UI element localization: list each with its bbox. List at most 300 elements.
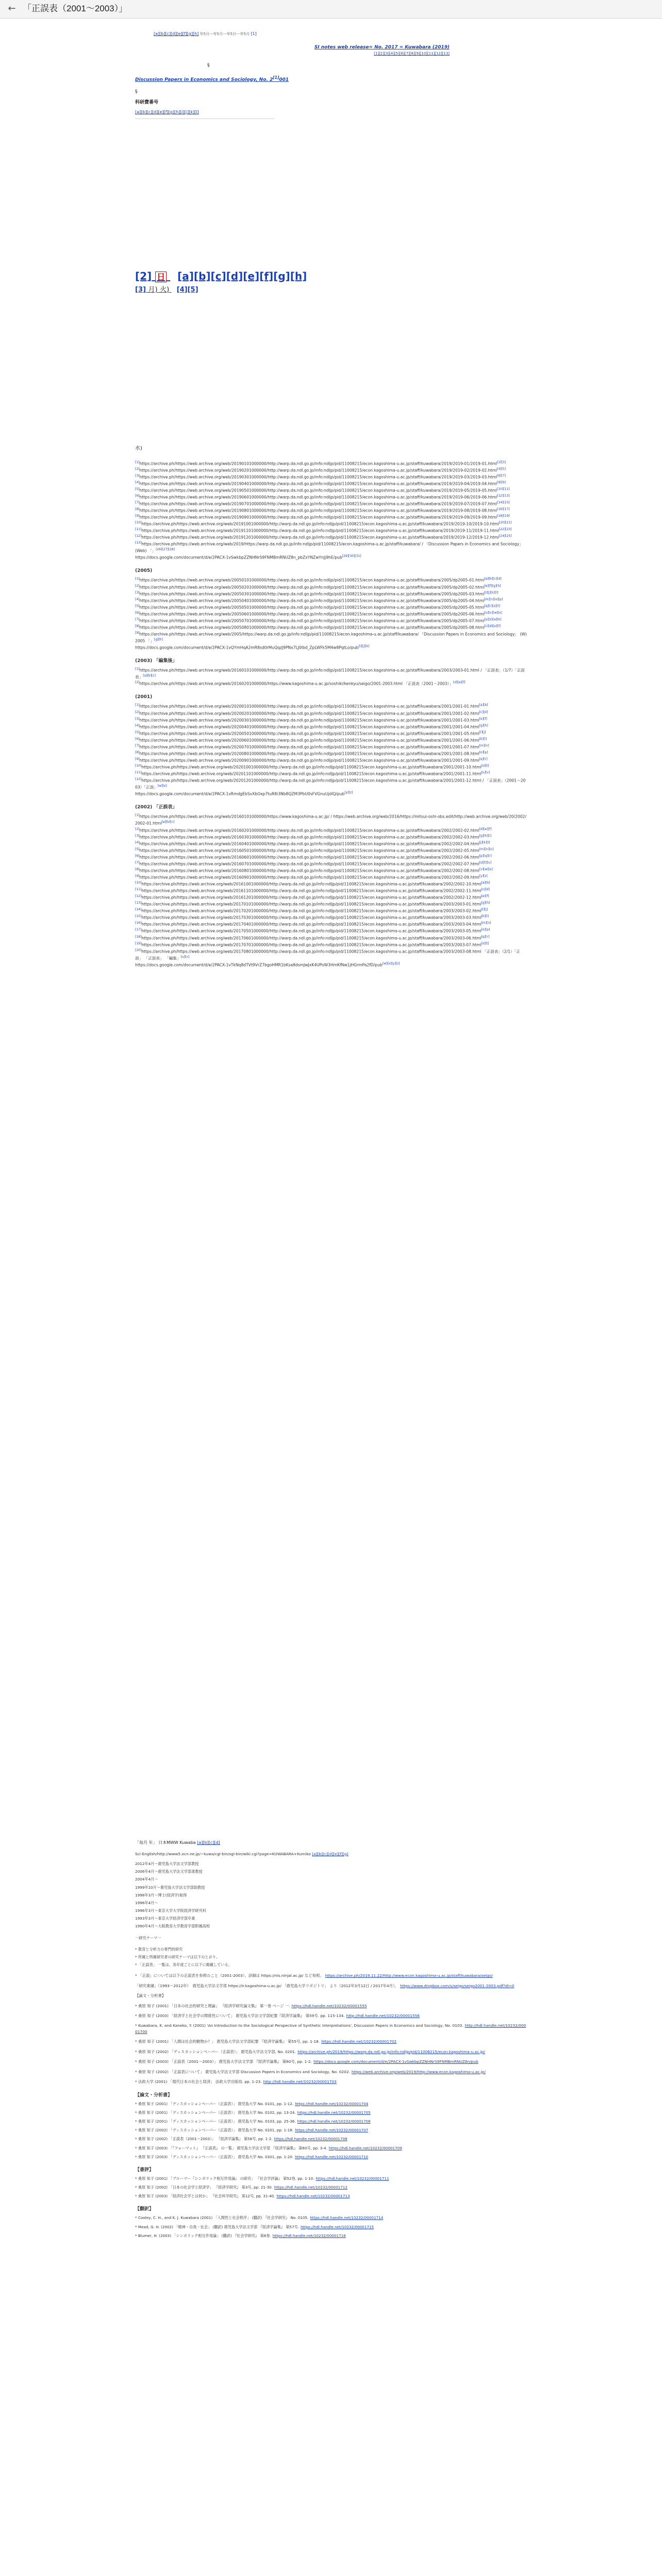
entry-row — [135, 948, 527, 961]
entry-tail-links[interactable]: [a][b][c][d] — [484, 577, 502, 581]
entry-tail-links[interactable]: [10][11] — [496, 487, 510, 491]
reference-link[interactable]: https://hdl.handle.net/10232/00001705 — [297, 2110, 371, 2115]
entry-url: https://archive.ph/https://web.archive.org/web/20191001000000/http://warp.da.ndl.go.jp/info:ndljp/pid/11008215/econ.kagoshima-u.ac.jp/staff/kuwabara/2019/2019-10/2019-10.html — [141, 521, 499, 527]
entry-row — [135, 584, 527, 590]
entry-number[interactable]: [19] — [135, 941, 142, 945]
entry-row — [135, 703, 527, 709]
entry-number[interactable]: [7] — [135, 617, 140, 621]
entry-tail-links[interactable]: [29][30][31] — [342, 554, 361, 558]
entry-tail-links[interactable]: [q][r] — [479, 757, 488, 761]
reference-link[interactable]: https://web.archive.org/web/2019/http://www.econ.kagoshima-u.ac.jp/ — [351, 2069, 486, 2074]
entry-number[interactable]: [5] — [135, 730, 140, 734]
reference-text: 【論文・分析書】 — [135, 1993, 166, 1998]
reference-link[interactable]: https://docs.google.com/document/d/e/2PACX-1vSwkbpZZNHNrS9FNMBmRNUZ8n/pub — [313, 2059, 478, 2064]
subhead-3: 【翻訳】 — [135, 2207, 154, 2212]
entry-number[interactable]: [2] — [135, 467, 140, 471]
reference-text: 「研究業績」（1993〜2012年） 鹿児島大学法文学部 https://ir.kagoshima-u.ac.jp/ 「鹿児島大学リポジトリ」 より（2012年3月12日 / 2017年4月）。 — [135, 1983, 399, 1988]
entries-list-c — [135, 667, 527, 687]
entry-tail-links[interactable]: [2][3] — [496, 460, 506, 464]
entry-url: https://archive.ph/https://web.archive.org/web/2005/https://warp.da.ndl.go.jp/info:ndljp/pid/11008215/econ.kagoshima-u.ac.jp/staff/kuwabara/ 「Discussion Papers in Economics and Sociology」 (W) 2005 「」 — [135, 632, 527, 643]
subhead-2: 【書評】 — [135, 2167, 154, 2173]
reference-link[interactable]: https://hdl.handle.net/10232/00001555 — [291, 2003, 367, 2008]
entry-url: https://archive.ph/https://web.archive.org/web/20190701000000/http://warp.da.ndl.go.jp/info:ndljp/pid/11008215/econ.kagoshima-u.ac.jp/staff/kuwabara/2019/2019-07/2019-07.html — [139, 501, 497, 506]
entry-tail-links[interactable]: [18][19] — [496, 514, 510, 518]
entry-url: https://archive.ph/https://web.archive.org/web/20160701000000/http://warp.da.ndl.go.jp/info:ndljp/pid/11008215/econ.kagoshima-u.ac.jp/staff/kuwabara/2002/2002-07.html — [139, 861, 479, 867]
bullet-item: * 所属と所属研究者の研究テーマは以下のとおり。 — [135, 1954, 220, 1959]
entry-tail-links[interactable]: [p][q][r] — [479, 854, 492, 858]
entry-tail-links[interactable]: [u][v] — [180, 955, 190, 959]
reference-link[interactable]: http://hdl.handle.net/10232/00001703 — [263, 2079, 337, 2084]
entry-number[interactable]: [1] — [135, 814, 140, 818]
entry-number[interactable]: [16] — [135, 921, 142, 925]
entry-tail-links[interactable]: [s][t] — [481, 941, 489, 945]
entry-url: https://archive.ph/https://web.archive.org/web/20050701000000/http://warp.da.ndl.go.jp/info:ndljp/pid/11008215/econ.kagoshima-u.ac.jp/staff/kuwabara/2005/dp2005-07.html — [139, 618, 485, 623]
entry-tail-links[interactable]: [26][27][28] — [156, 548, 175, 552]
entry-url: https://archive.ph/https://web.archive.org/web/20190801000000/http://warp.da.ndl.go.jp/info:ndljp/pid/11008215/econ.kagoshima-u.ac.jp/staff/kuwabara/2019/2019-08/2019-08.html — [139, 508, 497, 513]
entry-url: https://archive.ph/https://web.archive.org/web/20170801000000/http://warp.da.ndl.go.jp/info:ndljp/pid/11008215/econ.kagoshima-u.ac.jp/staff/kuwabara/2003/2003-08.html 「正誤表」（2/1）「正誤」 「正誤表」 「編集」 — [135, 949, 520, 961]
entry-tail-links[interactable]: [y][z] — [479, 874, 488, 878]
entry-row — [135, 604, 527, 611]
entry-number[interactable]: [6] — [135, 611, 140, 615]
reference-text: * 桑原 知子 (2003) 「経済社会学とは何か」 『社会科学研究』 第12号, pp. 31-40. — [135, 2194, 275, 2199]
entry-number[interactable]: [3] — [135, 473, 140, 478]
entry-tail-links[interactable]: [i][j][k][l] — [484, 590, 499, 595]
entry-number[interactable]: [10] — [135, 881, 142, 885]
reference-link[interactable]: https://hdl.handle.net/10232/00001712 — [274, 2185, 347, 2190]
reference-link[interactable]: https://hdl.handle.net/10232/00001716 — [272, 2233, 346, 2238]
divider-marker: 一研究テーマ一 — [135, 1936, 161, 1941]
entry-url: https://archive.ph/https://web.archive.org/web/20190901000000/http://warp.da.ndl.go.jp/info:ndljp/pid/11008215/econ.kagoshima-u.ac.jp/staff/kuwabara/2019/2019-09/2019-09.html — [139, 515, 497, 520]
entries-list-d — [135, 703, 527, 797]
reference-item — [135, 2049, 527, 2055]
entry-number[interactable]: [4] — [135, 840, 140, 844]
entry-url: https://archive.ph/https://web.archive.org/web/20190301000000/http://warp.da.ndl.go.jp/info:ndljp/pid/11008215/econ.kagoshima-u.ac.jp/staff/kuwabara/2019/2019-03/2019-03.html — [139, 474, 497, 480]
reference-link[interactable]: https://hdl.handle.net/10232/00001711 — [316, 2176, 389, 2181]
entry-row — [135, 750, 527, 757]
hero-sublinks[interactable]: [1][2][3][4][5][6][7][8][9][10][11][12][13] — [374, 52, 450, 56]
entry-row — [135, 743, 527, 750]
reference-text: * 桑原 知子 (2002) 「ディスカッションペーパー（正誤表）」 鹿児島大学法文学部, No. 0201. — [135, 2049, 296, 2054]
sub-month: 月) — [148, 286, 158, 294]
hero-link[interactable]: SI notes web release= No. 2017 = Kuwabara (2019) — [314, 45, 450, 50]
reference-item — [135, 2215, 527, 2221]
entry-tail-links[interactable]: [6][7] — [496, 473, 506, 478]
entries-e-header: (2002) 「正誤表」 — [135, 805, 177, 810]
entry-tail-links[interactable]: [c][d][e][f] — [484, 624, 501, 628]
sub-day: 火) — [160, 286, 170, 294]
entry-number[interactable]: [1] — [135, 703, 140, 707]
entry-url: https://archive.ph/https://web.archive.org/web/20190401000000/http://warp.da.ndl.go.jp/info:ndljp/pid/11008215/econ.kagoshima-u.ac.jp/staff/kuwabara/2019/2019-04/2019-04.html — [139, 481, 497, 486]
entry-number[interactable]: [12] — [135, 777, 142, 782]
entry-tail-links[interactable]: [16][17] — [496, 507, 510, 511]
entry-url: https://archive.ph/https://web.archive.org/web/20170501000000/http://warp.da.ndl.go.jp/info:ndljp/pid/11008215/econ.kagoshima-u.ac.jp/staff/kuwabara/2003/2003-05.html — [141, 928, 482, 934]
dp-marker: § — [135, 89, 138, 95]
timeline-item: 2004年4月〜 — [135, 1877, 158, 1882]
entry-url: https://archive.ph/https://web.archive.org/web/20050201000000/http://warp.da.ndl.go.jp/info:ndljp/pid/11008215/econ.kagoshima-u.ac.jp/staff/kuwabara/2005/dp2005-02.html — [139, 585, 485, 590]
entry-number[interactable]: [7] — [135, 500, 140, 504]
entry-tail-links[interactable]: [m][n] — [479, 743, 489, 748]
entry-row — [135, 631, 527, 644]
entry-row — [135, 717, 527, 723]
entry-row — [135, 757, 527, 764]
dp-tail: 001 — [279, 77, 289, 82]
entry-number[interactable]: [9] — [135, 757, 140, 761]
top-small-tail: 年5月---年5月---年5月---年5月 — [200, 32, 250, 36]
entry-row — [135, 617, 527, 624]
year-box[interactable]: 日 — [155, 272, 167, 282]
entry-tail-links[interactable]: [m][n][o][p] — [484, 597, 503, 601]
profile-label-links[interactable]: [a][b][c][d] — [197, 1840, 220, 1845]
reference-link[interactable]: https://hdl.handle.net/10232/00001702 — [321, 2039, 397, 2044]
entry-tail-links[interactable]: [e][f][g][h] — [484, 584, 501, 588]
reference-item — [135, 2003, 527, 2009]
entry-tail-links[interactable]: [g][h][i] — [479, 834, 492, 838]
entry-url: https://archive.ph/https://web.archive.org/web/20201101000000/http://warp.da.ndl.go.jp/info:ndljp/pid/11008215/econ.kagoshima-u.ac.jp/staff/kuwabara/2001/2001-11.html — [141, 771, 482, 776]
profile-label: 「毎月 年」 日本MWW Kuwaba — [135, 1840, 196, 1845]
reference-link[interactable]: http://hdl.handle.net/10232/00001556 — [346, 2013, 420, 2018]
entry-number[interactable]: [3] — [135, 590, 140, 595]
entry-tail-links[interactable]: [22][23] — [499, 528, 512, 532]
entry-number[interactable]: [1] — [135, 577, 140, 581]
entry-url: https://archive.ph/https://web.archive.org/web/20191201000000/http://warp.da.ndl.go.jp/info:ndljp/pid/11008215/econ.kagoshima-u.ac.jp/staff/kuwabara/2019/2019-12/2019-12.html — [141, 535, 499, 540]
entry-number[interactable]: [2] — [135, 681, 140, 685]
main-label: 水) — [135, 446, 142, 451]
entry-url: https://archive.ph/https://web.archive.org/web/20190501000000/http://warp.da.ndl.go.jp/info:ndljp/pid/11008215/econ.kagoshima-u.ac.jp/staff/kuwabara/2019/2019-05/2019-05.html — [139, 488, 497, 493]
entry-tail-links[interactable]: [24][25] — [499, 534, 512, 538]
entry-row — [135, 577, 527, 583]
entry-tail-links[interactable]: [i][j] — [479, 730, 486, 734]
entry-tail-links[interactable]: [e][f] — [479, 717, 487, 721]
entry-tail-links[interactable]: [y][z] — [344, 791, 353, 795]
entry-number[interactable]: [6] — [135, 854, 140, 858]
entry-tail-links[interactable]: [s][t][u] — [479, 860, 492, 865]
entry-tail-links[interactable]: [14][15] — [496, 500, 510, 504]
entry-tail-links[interactable]: [g][h] — [154, 638, 163, 642]
entry-tail-links[interactable]: [o][p] — [481, 928, 490, 932]
top-small-line — [135, 31, 527, 37]
entry-number[interactable]: [12] — [135, 534, 142, 538]
timeline-item: 1999年10月〜鹿児島大学法文学部助教授 — [135, 1885, 205, 1890]
reference-item — [135, 2145, 527, 2151]
entry-number[interactable]: [9] — [135, 631, 140, 635]
entry-number[interactable]: [4] — [135, 597, 140, 601]
reference-text: * 「正誤」については以下の正誤表を参照のこと（2001-2003）。詳細は https://nis.ninjal.ac.jp/ など参照。 — [135, 1973, 324, 1978]
entry-row — [135, 880, 527, 887]
profile-section — [135, 1840, 527, 2242]
entry-tail-links[interactable]: [v][w][x] — [479, 867, 493, 871]
entries-d-header: (2001) — [135, 694, 153, 700]
entry-number[interactable]: [7] — [135, 743, 140, 748]
entry-tail-links[interactable]: [w][x] — [157, 784, 167, 788]
entry-number[interactable]: [1] — [135, 667, 140, 671]
entry-row — [135, 874, 527, 880]
entry-url: https://archive.ph/https://web.archive.org/web/20200401000000/http://warp.da.ndl.go.jp/info:ndljp/pid/11008215/econ.kagoshima-u.ac.jp/staff/kuwabara/2001/2001-04.html — [139, 724, 479, 730]
entry-url: https://archive.ph/https://web.archive.org/web/20190201000000/http://warp.da.ndl.go.jp/info:ndljp/pid/11008215/econ.kagoshima-u.ac.jp/staff/kuwabara/2019/2019-02/2019-02.html — [139, 468, 497, 473]
reference-link[interactable]: https://hdl.handle.net/10232/00001713 — [276, 2194, 350, 2199]
entry-tail-links[interactable]: [u][v] — [481, 771, 490, 775]
entry-row — [135, 480, 527, 487]
reference-text: * 桑原 知子 (2002) 「ディスカッションペーパー（正誤表）」 鹿児島大学 No. 0201, pp. 1-18. — [135, 2128, 294, 2133]
reference-item — [135, 2013, 527, 2019]
entry-row — [135, 730, 527, 737]
entry-number[interactable]: [20] — [135, 948, 142, 952]
profile-intro — [135, 1851, 527, 1857]
entry-row — [135, 467, 527, 473]
entry-url: https://archive.ph/https://web.archive.org/web/20200301000000/http://warp.da.ndl.go.jp/info:ndljp/pid/11008215/econ.kagoshima-u.ac.jp/staff/kuwabara/2001/2001-03.html — [139, 718, 479, 723]
entry-number[interactable]: [9] — [135, 874, 140, 878]
entry-url: https://docs.google.com/document/d/e/2PACX-1vQYmHqA2mR8sd0rMuQqzJ9PNx7LJ0lbd_ZpLWFk5M4w8PqtLo/pub — [135, 645, 359, 650]
reference-link[interactable]: https://www.dropbox.com/s/seigo/seigo2001-2003.pdf?dl=0 — [400, 1983, 515, 1988]
entry-tail-links[interactable]: [c][d] — [479, 710, 488, 714]
entry-url: https://archive.ph/https://web.archive.org/web/20160101000000/http://warp.da.ndl.go.jp/info:ndljp/pid/11008215/econ.kagoshima-u.ac.jp/staff/kuwabara/2003/2003-01.html / 「正誤表」（1/7）「正誤表」 — [135, 668, 525, 680]
entry-row — [135, 737, 527, 743]
entry-url: https://archive.ph/https://web.archive.org/web/20160301000000/http://warp.da.ndl.go.jp/info:ndljp/pid/11008215/econ.kagoshima-u.ac.jp/staff/kuwabara/2002/2002-03.html — [139, 835, 479, 840]
entry-row — [135, 644, 527, 651]
entry-url: https://archive.ph/https://web.archive.org/web/20200601000000/http://warp.da.ndl.go.jp/info:ndljp/pid/11008215/econ.kagoshima-u.ac.jp/staff/kuwabara/2001/2001-06.html — [139, 738, 479, 743]
entry-number[interactable]: [14] — [135, 908, 142, 912]
entry-tail-links[interactable]: [w][x][y][z] — [382, 961, 400, 965]
entry-number[interactable]: [12] — [135, 894, 142, 899]
entry-number[interactable]: [6] — [135, 494, 140, 498]
entry-tail-links[interactable]: [o][p] — [479, 750, 488, 754]
entry-tail-links[interactable]: [a][b][c] — [161, 820, 175, 824]
paragraphs-list — [135, 1973, 527, 2085]
entry-row — [135, 520, 527, 527]
reference-link[interactable]: https://hdl.handle.net/10232/00001708 — [274, 2137, 347, 2142]
entry-tail-links[interactable]: [i][j][k] — [358, 645, 370, 649]
title-bar — [0, 0, 662, 19]
entry-tail-links[interactable]: [k][l] — [481, 914, 489, 919]
entry-number[interactable]: [8] — [135, 507, 140, 511]
entry-tail-links[interactable]: [j][k][l] — [479, 840, 490, 844]
entry-number[interactable]: [3] — [135, 834, 140, 838]
reference-link[interactable]: http://hdl.handle.net/10232/00001700 — [135, 2023, 526, 2034]
entry-number[interactable]: [5] — [135, 604, 140, 608]
bullet-item: * 教育と分析力の専門的研究 — [135, 1946, 183, 1952]
entry-number[interactable]: [10] — [135, 521, 142, 525]
entry-number[interactable]: [10] — [135, 764, 142, 768]
entry-url: https://archive.ph/https://web.archive.org/web/20160101000000/https://www.kagoshima-u.ac.jp/ / https://web.archive.org/web/2016/https://mitsui-oshl-obs.edit/http://web.archive.org/web/20/2002/2002-01.html — [135, 814, 526, 826]
entry-tail-links[interactable]: [s][t] — [481, 764, 489, 768]
hero-block — [135, 44, 527, 69]
dp-link[interactable] — [135, 77, 289, 82]
profile-intro-links[interactable]: [a][b][c][d][e][f][g] — [312, 1851, 349, 1856]
reference-text: * Mead, G. H. (2002) 「精神・自我・社会」 (翻訳) 鹿児島大学法文学部 『経済学論集』 第57号. — [135, 2224, 300, 2229]
entry-number[interactable]: [2] — [135, 827, 140, 831]
entry-number[interactable]: [5] — [135, 847, 140, 851]
year-nav — [135, 269, 307, 284]
reference-link[interactable]: https://archive.ph/2019/https://warp.da.ndl.go.jp/info:ndljp/pid/11008215/econ.kagoshima-u.ac.jp/ — [297, 2049, 485, 2054]
entry-url: https://archive.ph/https://web.archive.org/web/20170301000000/http://warp.da.ndl.go.jp/info:ndljp/pid/11008215/econ.kagoshima-u.ac.jp/staff/kuwabara/2003/2003-03.html — [141, 915, 482, 920]
entry-row — [135, 534, 527, 540]
reference-text: * 桑原 知子 (2001) 「人間は社会的動物か？」 鹿児島大学法文学部紀要 『経済学論集』 第55号, pp. 1-18. — [135, 2039, 320, 2044]
entry-row — [135, 941, 527, 948]
entry-row — [135, 927, 527, 934]
entry-number[interactable]: [18] — [135, 935, 142, 939]
reference-item — [135, 2079, 527, 2084]
entry-row — [135, 500, 527, 507]
entry-number[interactable]: [8] — [135, 867, 140, 871]
entry-url: https://archive.ph/https://web.archive.org/web/20201001000000/http://warp.da.ndl.go.jp/info:ndljp/pid/11008215/econ.kagoshima-u.ac.jp/staff/kuwabara/2001/2001-10.html — [141, 765, 482, 770]
entry-row — [135, 860, 527, 867]
entry-number[interactable]: [11] — [135, 528, 142, 532]
entry-row — [135, 790, 527, 797]
reference-link[interactable]: https://hdl.handle.net/10232/00001709 — [328, 2145, 402, 2150]
reference-item — [135, 2224, 527, 2230]
entry-number[interactable]: [17] — [135, 928, 142, 932]
entry-tail-links[interactable]: [q][r][s][t] — [484, 604, 500, 608]
dp-block — [135, 75, 527, 119]
entry-row — [135, 527, 527, 534]
entry-number[interactable]: [2] — [135, 710, 140, 714]
entry-url: https://archive.ph/https://web.archive.org/web/20050101000000/http://warp.da.ndl.go.jp/info:ndljp/pid/11008215/econ.kagoshima-u.ac.jp/staff/kuwabara/2005/dp2005-01.html — [139, 578, 485, 583]
entry-url: https://archive.ph/https://web.archive.org/web/20170701000000/http://warp.da.ndl.go.jp/info:ndljp/pid/11008215/econ.kagoshima-u.ac.jp/staff/kuwabara/2003/2003-07.html — [141, 942, 482, 947]
reference-text: * 桑原 知子 (2001) 「ディスカッションペーパー（正誤表）」 鹿児島大学 No. 0101, pp. 1-12. — [135, 2101, 294, 2106]
entry-row — [135, 901, 527, 907]
entry-tail-links[interactable]: [e][f] — [481, 894, 489, 899]
entry-tail-links[interactable]: [12][13] — [496, 494, 510, 498]
entry-number[interactable]: [11] — [135, 888, 142, 892]
entry-row — [135, 540, 527, 554]
entry-tail-links[interactable]: [a][b] — [481, 881, 490, 885]
entry-url: https://archive.ph/https://web.archive.org/web/20050801000000/http://warp.da.ndl.go.jp/info:ndljp/pid/11008215/econ.kagoshima-u.ac.jp/staff/kuwabara/2005/dp2005-08.html — [139, 625, 485, 630]
reference-link[interactable]: https://hdl.handle.net/10232/00001704 — [295, 2101, 369, 2106]
entry-tail-links[interactable]: [q][r] — [481, 935, 490, 939]
timeline-item: 1998年3月〜博士(経済学)取得 — [135, 1892, 187, 1897]
bullets-list — [135, 1946, 527, 1968]
year-link[interactable]: [2] — [135, 270, 152, 282]
entry-number[interactable]: [7] — [135, 860, 140, 865]
entry-number[interactable]: [4] — [135, 723, 140, 727]
entry-tail-links[interactable]: [y][z][a][b] — [484, 617, 502, 621]
sub-link-a[interactable]: [3] — [135, 286, 146, 294]
entry-number[interactable]: [3] — [135, 717, 140, 721]
entry-number[interactable]: [6] — [135, 737, 140, 741]
entry-tail-links[interactable]: [g][h] — [479, 723, 488, 727]
related-links[interactable]: [a][b][c][d][e][f][g][h][i][j][k][l] — [135, 110, 199, 115]
reference-text: * 桑原 知子 (2001) 「日本の社会的研究と理論」 『経済学研究論文集』 第一巻 ページ 一. — [135, 2003, 290, 2008]
back-arrow-icon[interactable]: ← — [8, 3, 16, 14]
entry-number[interactable]: [8] — [135, 624, 140, 628]
entry-url: https://docs.google.com/document/d/e/2PACX-1vRmdgEbSvXbOxp7tuR8i3Nb8QZM3PbU0sFVGnuUjdlQ/pub — [135, 791, 345, 796]
reference-item — [135, 1973, 527, 1978]
entry-row — [135, 624, 527, 631]
header-divider — [135, 118, 274, 119]
reference-link[interactable]: https://hdl.handle.net/10232/00001714 — [310, 2215, 384, 2221]
entry-number[interactable]: [8] — [135, 750, 140, 754]
entry-row — [135, 961, 527, 968]
entry-tail-links[interactable]: [c][d] — [481, 888, 490, 892]
reference-item — [135, 1983, 527, 1989]
entry-row — [135, 514, 527, 520]
entry-tail-links[interactable]: [d][e][f] — [453, 681, 466, 685]
entry-row — [135, 554, 527, 561]
entries-list-a — [135, 460, 527, 561]
entry-row — [135, 770, 527, 777]
entry-row — [135, 507, 527, 514]
entry-tail-links[interactable]: [8][9] — [496, 480, 506, 484]
entry-number[interactable]: [5] — [135, 487, 140, 491]
entry-number[interactable]: [15] — [135, 914, 142, 919]
entry-url: https://archive.ph/https://web.archive.org/web/20170601000000/http://warp.da.ndl.go.jp/info:ndljp/pid/11008215/econ.kagoshima-u.ac.jp/staff/kuwabara/2003/2003-06.html — [141, 936, 482, 941]
hero-mark: § — [207, 63, 210, 69]
reference-link[interactable]: https://hdl.handle.net/10232/00001707 — [295, 2128, 369, 2133]
entry-row — [135, 494, 527, 500]
entry-number[interactable]: [1] — [135, 460, 140, 464]
reference-link[interactable]: https://hdl.handle.net/10232/00001715 — [301, 2224, 374, 2229]
entry-number[interactable]: [13] — [135, 901, 142, 905]
entry-tail-links[interactable]: [g][h] — [481, 901, 490, 905]
entry-url: https://archive.ph/https://web.archive.org/web/20170201000000/http://warp.da.ndl.go.jp/info:ndljp/pid/11008215/econ.kagoshima-u.ac.jp/staff/kuwabara/2003/2003-02.html — [141, 908, 482, 913]
entry-url: https://archive.ph/https://web.archive.org/web/20160201000000/https://www.kagoshima-u.ac.jp/soshiki/kenkyu/seigo/2001-2003.html 「正誤表（2001〜2003）」 — [139, 681, 453, 686]
entry-number[interactable]: [11] — [135, 771, 142, 775]
entry-row — [135, 487, 527, 494]
entry-row — [135, 907, 527, 914]
top-small-right[interactable]: [1] — [251, 31, 257, 36]
entry-tail-links[interactable]: [m][n] — [481, 921, 491, 925]
top-small-links[interactable]: [a][b][c][d][e][f][g][h] — [154, 31, 199, 36]
entry-row — [135, 597, 527, 604]
entry-url: https://archive.ph/https://web.archive.org/web/20200901000000/http://warp.da.ndl.go.jp/info:ndljp/pid/11008215/econ.kagoshima-u.ac.jp/staff/kuwabara/2001/2001-09.html — [139, 758, 479, 763]
entry-url: https://archive.ph/https://web.archive.org/web/20161201000000/http://warp.da.ndl.go.jp/info:ndljp/pid/11008215/econ.kagoshima-u.ac.jp/staff/kuwabara/2002/2002-12.html — [141, 895, 482, 900]
reference-item — [135, 2154, 527, 2160]
entry-url: https://archive.ph/https://web.archive.org/web/20161001000000/http://warp.da.ndl.go.jp/info:ndljp/pid/11008215/econ.kagoshima-u.ac.jp/staff/kuwabara/2002/2002-10.html — [141, 882, 482, 887]
reference-item — [135, 2101, 527, 2107]
sub-nav — [135, 285, 198, 295]
entry-row — [135, 473, 527, 480]
entry-tail-links[interactable]: [i][j] — [481, 908, 488, 912]
entry-tail-links[interactable]: [k][l] — [479, 737, 487, 741]
reference-link[interactable]: https://hdl.handle.net/10232/00001706 — [297, 2119, 371, 2124]
reference-text: * 法政大学 (2001) 「現代日本の社会と経済」 法政大学出版局. pp. 1-23. — [135, 2079, 262, 2084]
entry-tail-links[interactable]: [a][b] — [479, 703, 488, 707]
entry-number[interactable]: [4] — [135, 480, 140, 484]
entry-tail-links[interactable]: [u][v][w][x] — [484, 611, 502, 615]
entry-tail-links[interactable]: [20][21] — [499, 521, 512, 525]
reference-text: * 桑原 知子 (2003) 「ディスカッションペーパー（正誤表）」 鹿児島大学 No. 0301, pp. 1-20. — [135, 2154, 294, 2159]
entry-row — [135, 914, 527, 921]
refs-list-3 — [135, 2215, 527, 2238]
entry-tail-links[interactable]: [a][b][c] — [143, 674, 156, 678]
sub-link-b[interactable]: [4][5] — [176, 286, 198, 294]
entry-tail-links[interactable]: [d][e][f] — [479, 827, 492, 831]
entry-tail-links[interactable]: [4][5] — [496, 467, 506, 471]
entry-url: https://archive.ph/https://web.archive.org/web/20160201000000/http://warp.da.ndl.go.jp/info:ndljp/pid/11008215/econ.kagoshima-u.ac.jp/staff/kuwabara/2002/2002-02.html — [139, 828, 479, 833]
reference-text: * Kuwabara, K. and Kaneko, Y. (2001) 'An Introduction to the Sociological Perspective of Synthetic Interpretations', Discussion Papers in Economics and Sociology, No. 0103. — [135, 2023, 464, 2028]
letter-links[interactable]: [a][b][c][d][e][f][g][h] — [177, 270, 307, 282]
reference-item — [135, 1993, 527, 1998]
reference-text: * 桑原 知子 (2001) 「ディスカッションペーパー（正誤表）」 鹿児島大学 No. 0103, pp. 25-36. — [135, 2119, 296, 2124]
entry-row — [135, 813, 527, 826]
entry-row — [135, 867, 527, 874]
reference-link[interactable]: https://hdl.handle.net/10232/00001710 — [295, 2154, 369, 2159]
entry-url: https://archive.ph/https://web.archive.org/web/20200101000000/http://warp.da.ndl.go.jp/info:ndljp/pid/11008215/econ.kagoshima-u.ac.jp/staff/kuwabara/2001/2001-01.html — [139, 704, 479, 709]
reference-item — [135, 2193, 527, 2199]
reference-text: * 桑原 知子 (2001) 「ディスカッションペーパー（正誤表）」 鹿児島大学 No. 0102, pp. 13-24. — [135, 2110, 296, 2115]
profile-intro-text: Sci-English/http://www5.ocn.ne.jp/~kuwa/cgi-bin/sgi-bin/wiki.cgi?page=KUWABARA+Kumiko — [135, 1851, 311, 1856]
entry-number[interactable]: [13] — [135, 541, 142, 545]
entry-url: https://archive.ph/https://web.archive.org/web/20160901000000/http://warp.da.ndl.go.jp/info:ndljp/pid/11008215/econ.kagoshima-u.ac.jp/staff/kuwabara/2002/2002-09.html — [139, 875, 479, 880]
entry-number[interactable]: [2] — [135, 584, 140, 588]
entry-tail-links[interactable]: [m][n][o] — [479, 847, 494, 851]
entry-url: https://archive.ph/https://web.archive.org/web/20200501000000/http://warp.da.ndl.go.jp/info:ndljp/pid/11008215/econ.kagoshima-u.ac.jp/staff/kuwabara/2001/2001-05.html — [139, 731, 479, 736]
reference-link[interactable]: https://archive.ph/2019.11.22/http://www.econ.kagoshima-u.ac.jp/staff/kuwabara/seigo/ — [325, 1973, 493, 1978]
entry-number[interactable]: [9] — [135, 514, 140, 518]
reference-item — [135, 2059, 527, 2064]
timeline-item: 1996年4月〜 — [135, 1900, 158, 1905]
entry-url: https://archive.ph/https://web.archive.org/web/20190101000000/http://warp.da.ndl.go.jp/info:ndljp/pid/11008215/econ.kagoshima-u.ac.jp/staff/kuwabara/2019/2019-01/2019-01.html — [139, 461, 497, 466]
entry-url: https://archive.ph/https://web.archive.org/web/20050301000000/http://warp.da.ndl.go.jp/info:ndljp/pid/11008215/econ.kagoshima-u.ac.jp/staff/kuwabara/2005/dp2005-03.html — [139, 591, 485, 597]
